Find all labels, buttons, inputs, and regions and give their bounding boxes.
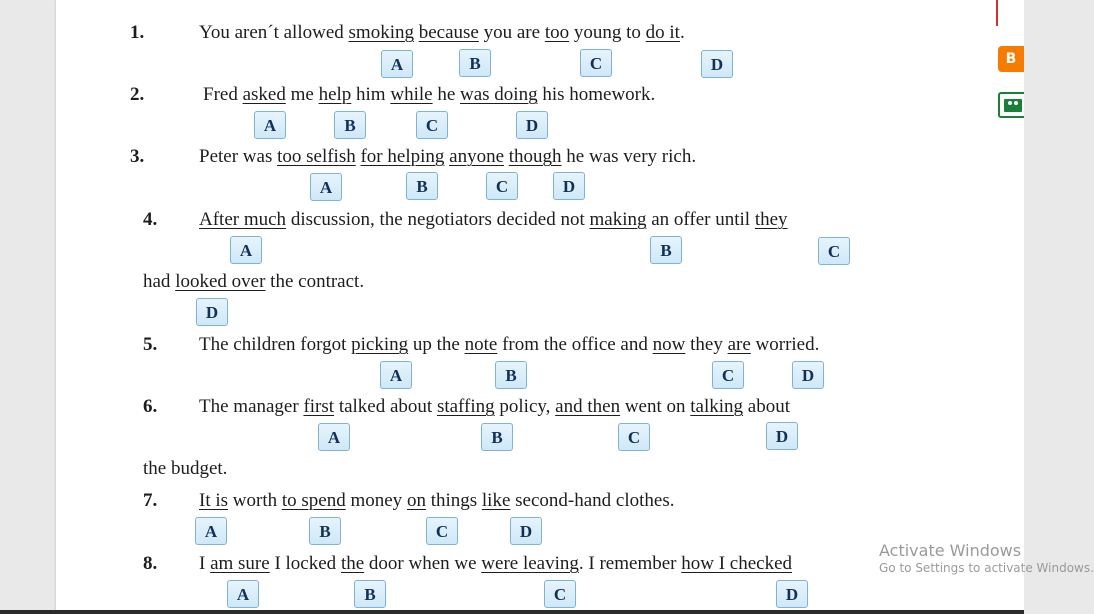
option-button[interactable]: C xyxy=(580,49,612,77)
bottom-edge xyxy=(0,610,1024,614)
option-button[interactable]: C xyxy=(544,580,576,608)
option-button[interactable]: B xyxy=(650,236,682,264)
option-button[interactable]: A xyxy=(380,361,412,389)
classroom-icon[interactable] xyxy=(998,92,1024,118)
option-button[interactable]: B xyxy=(459,49,491,77)
option-button[interactable]: D xyxy=(510,517,542,545)
question-text: The children forgot picking up the note from the office and now they are worried. xyxy=(199,334,820,355)
question-number: 6. xyxy=(143,396,158,417)
option-button[interactable]: A xyxy=(195,517,227,545)
question-number: 2. xyxy=(130,84,145,105)
question-text: You aren´t allowed smoking because you are too young to do it. xyxy=(199,22,685,43)
option-button[interactable]: C xyxy=(712,361,744,389)
option-button[interactable]: A xyxy=(254,111,286,139)
option-button[interactable]: C xyxy=(486,172,518,200)
option-button[interactable]: B xyxy=(334,111,366,139)
question-text: The manager first talked about staffing policy, and then went on talking about xyxy=(199,396,791,417)
activation-watermark: Activate Windows Go to Settings to activate Windows. xyxy=(879,541,1094,575)
question-continuation: the budget. xyxy=(143,458,228,479)
question-text: I am sure I locked the door when we were leaving. I remember how I checked xyxy=(199,553,793,574)
option-button[interactable]: B xyxy=(481,423,513,451)
question-number: 8. xyxy=(143,553,158,574)
option-button[interactable]: D xyxy=(776,580,808,608)
option-button[interactable]: A xyxy=(230,236,262,264)
option-button[interactable]: B xyxy=(406,172,438,200)
option-button[interactable]: D xyxy=(792,361,824,389)
option-button[interactable]: C xyxy=(618,423,650,451)
option-button[interactable]: D xyxy=(701,50,733,78)
option-button[interactable]: D xyxy=(196,298,228,326)
question-continuation: had looked over the contract. xyxy=(143,271,365,292)
option-button[interactable]: B xyxy=(354,580,386,608)
option-button[interactable]: C xyxy=(426,517,458,545)
question-number: 7. xyxy=(143,490,158,511)
worksheet-page xyxy=(56,0,996,614)
blogger-icon[interactable]: B xyxy=(998,46,1024,72)
question-text: It is worth to spend money on things like second-hand clothes. xyxy=(199,490,675,511)
option-button[interactable]: A xyxy=(227,580,259,608)
option-button[interactable]: A xyxy=(318,423,350,451)
question-number: 1. xyxy=(130,22,145,43)
question-number: 4. xyxy=(143,209,158,230)
option-button[interactable]: C xyxy=(416,111,448,139)
sidebar-accent xyxy=(996,0,1024,26)
option-button[interactable]: D xyxy=(766,422,798,450)
option-button[interactable]: C xyxy=(818,237,850,265)
option-button[interactable]: B xyxy=(495,361,527,389)
option-button[interactable]: A xyxy=(381,50,413,78)
question-number: 5. xyxy=(143,334,158,355)
question-number: 3. xyxy=(130,146,145,167)
option-button[interactable]: D xyxy=(553,172,585,200)
option-button[interactable]: A xyxy=(310,173,342,201)
option-button[interactable]: D xyxy=(516,111,548,139)
question-text: Fred asked me help him while he was doing his homework. xyxy=(203,84,656,105)
question-text: Peter was too selfish for helping anyone though he was very rich. xyxy=(199,146,697,167)
question-text: After much discussion, the negotiators decided not making an offer until they xyxy=(199,209,788,230)
option-button[interactable]: B xyxy=(309,517,341,545)
